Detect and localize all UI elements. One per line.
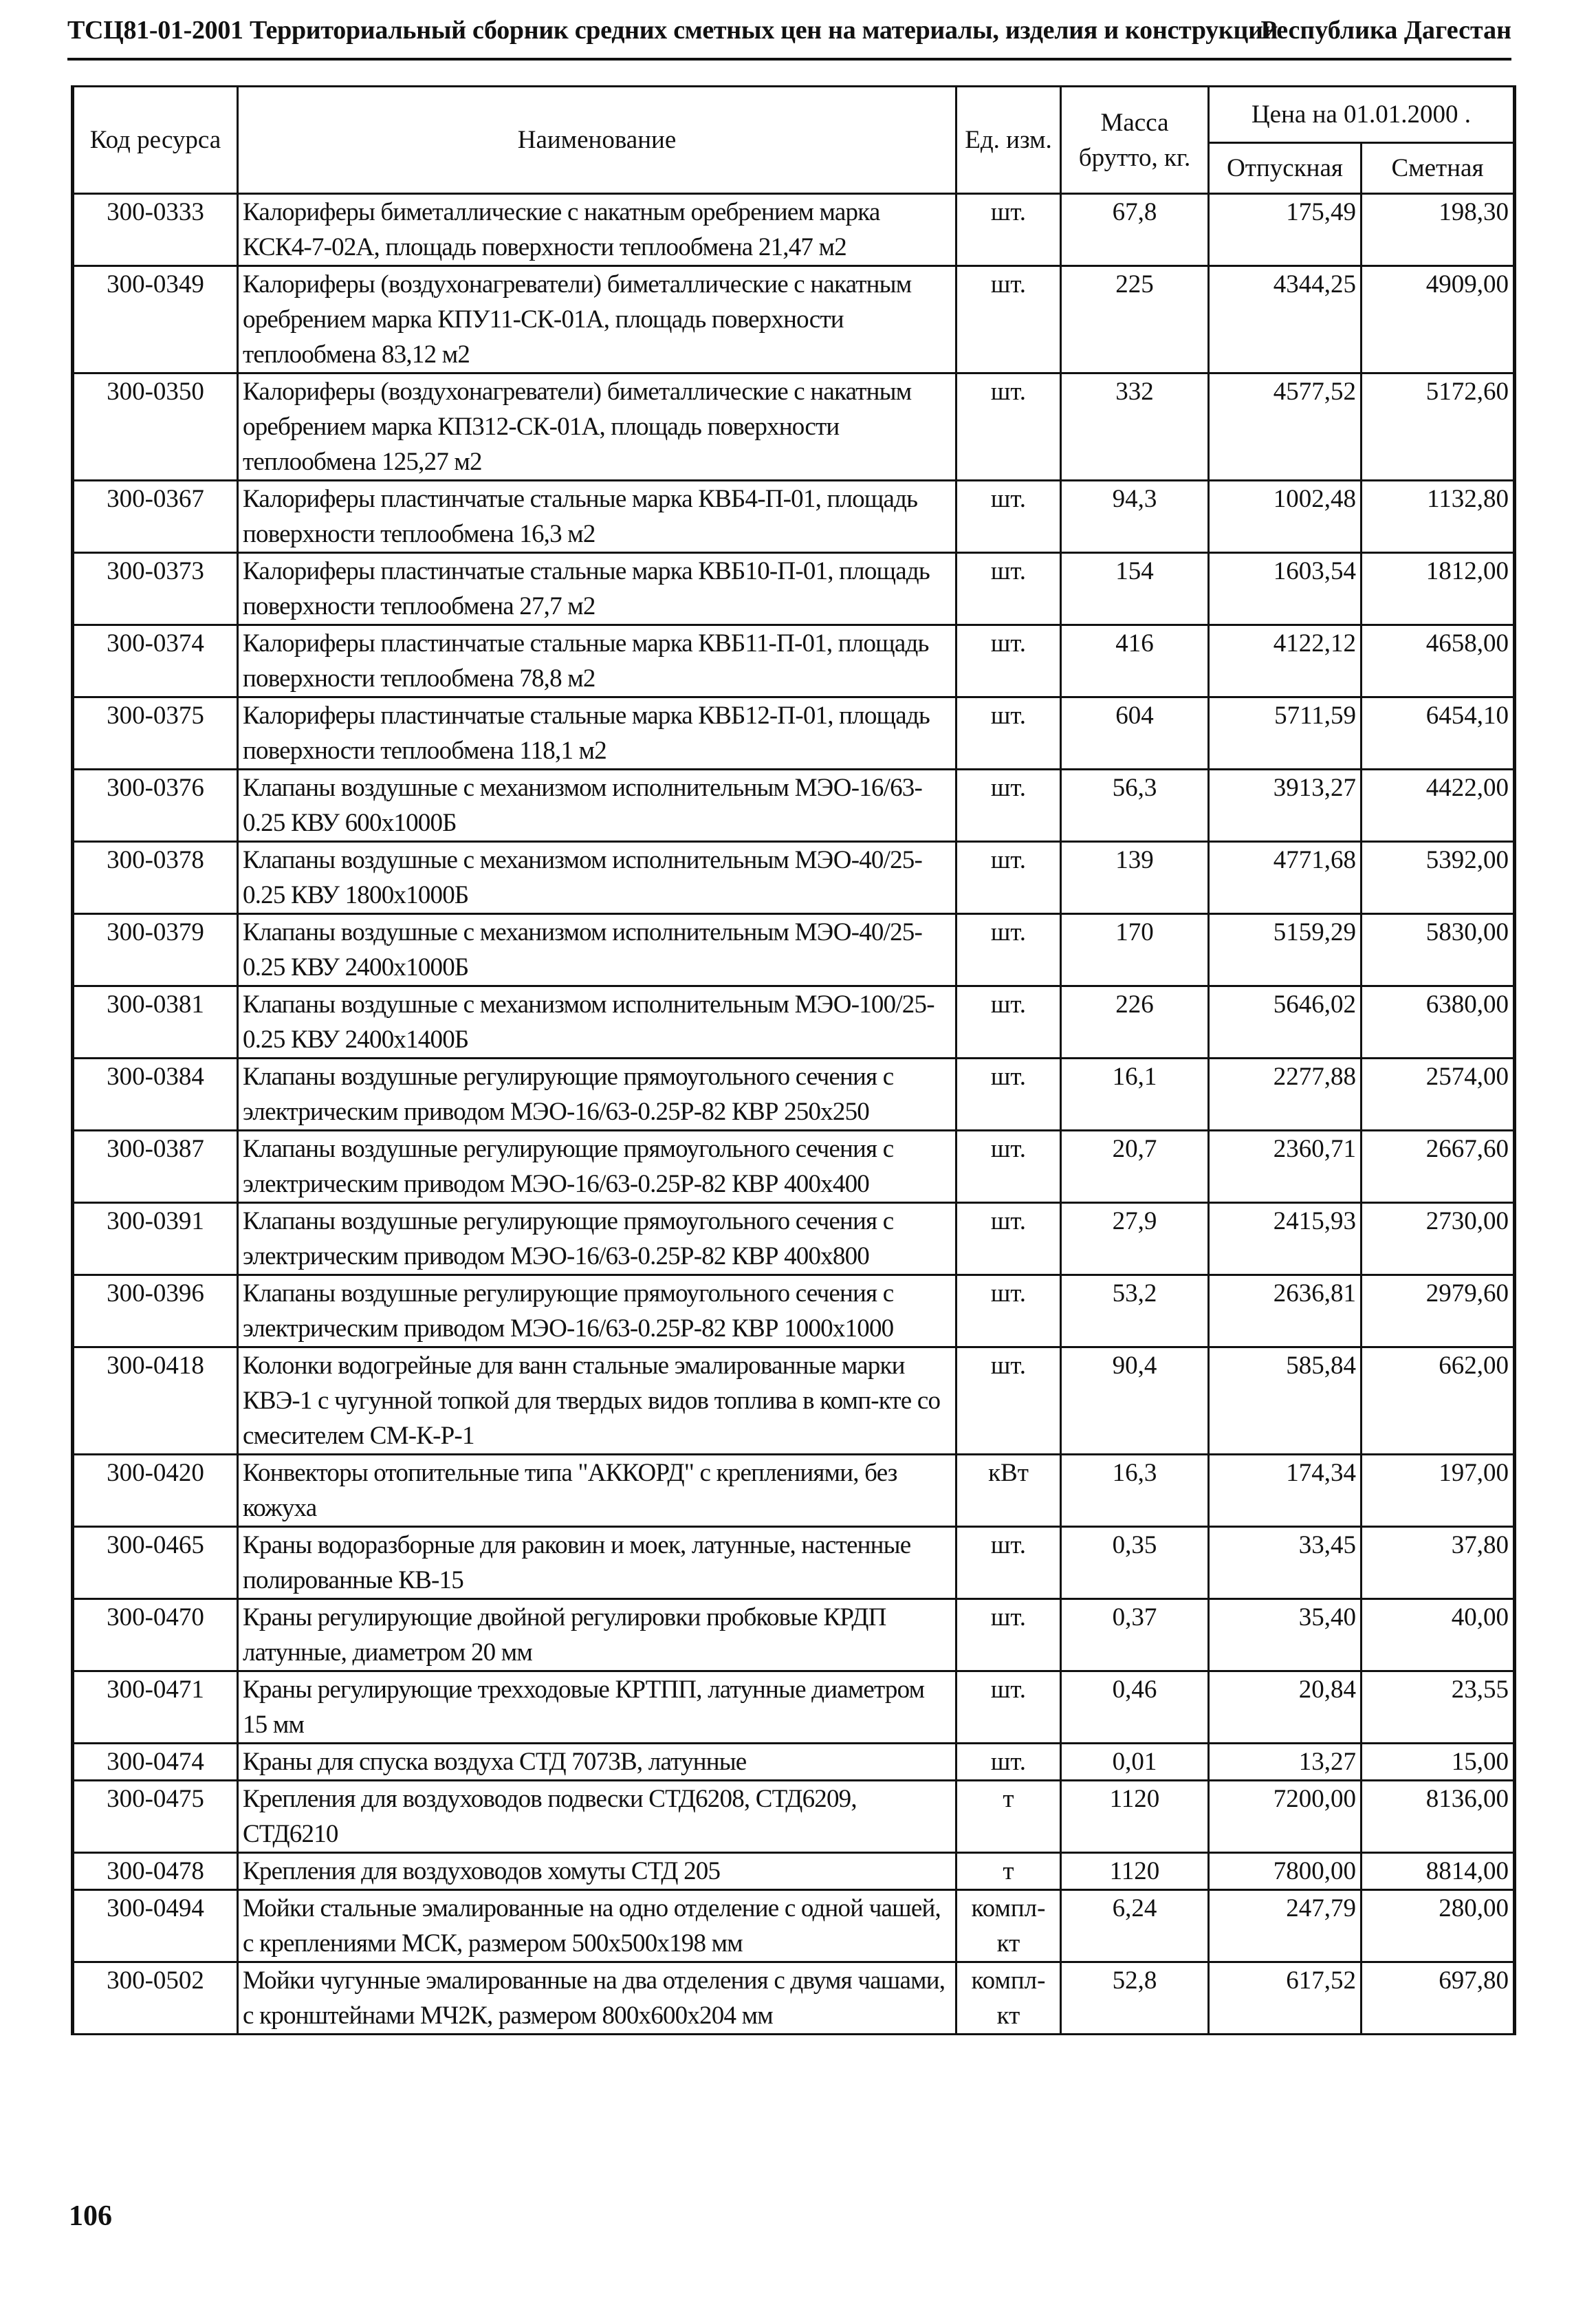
resource-code-cell: 300-0494 [73,1890,238,1962]
release-price-cell: 2360,71 [1209,1131,1362,1203]
resource-name-cell: Калориферы пластинчатые стальные марка КВБ4-П-01, площадь поверхности теплообмена 16,3 м2 [238,481,956,553]
estimate-price-cell: 2574,00 [1362,1059,1515,1131]
resource-code-cell: 300-0373 [73,553,238,625]
resource-code-cell: 300-0475 [73,1781,238,1853]
table-row [73,1131,1515,1203]
release-price-cell: 585,84 [1209,1347,1362,1455]
mass-cell: 0,35 [1061,1527,1209,1599]
mass-cell: 1120 [1061,1781,1209,1853]
resource-code-cell: 300-0470 [73,1599,238,1671]
resource-name-cell: Краны регулирующие двойной регулировки пробковые КРДП латунные, диаметром 20 мм [238,1599,956,1671]
mass-cell: 20,7 [1061,1131,1209,1203]
header-region: Республика Дагестан [1260,16,1511,45]
col-header-mass: Масса брутто, кг. [1061,87,1209,194]
mass-cell: 139 [1061,842,1209,914]
release-price-cell: 247,79 [1209,1890,1362,1962]
release-price-cell: 5159,29 [1209,914,1362,986]
table-row [73,1455,1515,1527]
resource-code-cell: 300-0418 [73,1347,238,1455]
table-row [73,1671,1515,1744]
release-price-cell: 2415,93 [1209,1203,1362,1275]
release-price-cell: 33,45 [1209,1527,1362,1599]
resource-name-cell: Клапаны воздушные с механизмом исполнительным МЭО-40/25-0.25 КВУ 2400х1000Б [238,914,956,986]
estimate-price-cell: 6454,10 [1362,697,1515,770]
mass-cell: 67,8 [1061,194,1209,266]
table-row [73,1781,1515,1853]
table-body [73,194,1515,2035]
estimate-price-cell: 280,00 [1362,1890,1515,1962]
estimate-price-cell: 4422,00 [1362,770,1515,842]
table-row [73,1962,1515,2035]
page-number: 106 [69,2200,112,2232]
release-price-cell: 1603,54 [1209,553,1362,625]
mass-cell: 332 [1061,373,1209,481]
release-price-cell: 5646,02 [1209,986,1362,1059]
estimate-price-cell: 2667,60 [1362,1131,1515,1203]
table-row [73,697,1515,770]
unit-cell: шт. [956,986,1061,1059]
resource-name-cell: Клапаны воздушные регулирующие прямоугольного сечения с электрическим приводом МЭО-16/63-0.25Р-82 КВР 1000х1000 [238,1275,956,1347]
unit-cell: шт. [956,1059,1061,1131]
mass-cell: 52,8 [1061,1962,1209,2035]
resource-name-cell: Клапаны воздушные с механизмом исполнительным МЭО-100/25-0.25 КВУ 2400х1400Б [238,986,956,1059]
resource-name-cell: Калориферы пластинчатые стальные марка КВБ12-П-01, площадь поверхности теплообмена 118,1 м2 [238,697,956,770]
resource-code-cell: 300-0384 [73,1059,238,1131]
release-price-cell: 4122,12 [1209,625,1362,697]
table-row [73,1203,1515,1275]
unit-cell: кВт [956,1455,1061,1527]
unit-cell: шт. [956,1744,1061,1781]
mass-cell: 27,9 [1061,1203,1209,1275]
col-header-code: Код ресурса [73,87,238,194]
release-price-cell: 2636,81 [1209,1275,1362,1347]
resource-code-cell: 300-0374 [73,625,238,697]
estimate-price-cell: 5392,00 [1362,842,1515,914]
unit-cell: шт. [956,697,1061,770]
resource-name-cell: Краны водоразборные для раковин и моек, латунные, настенные полированные КВ-15 [238,1527,956,1599]
estimate-price-cell: 5830,00 [1362,914,1515,986]
unit-cell: шт. [956,1203,1061,1275]
mass-cell: 226 [1061,986,1209,1059]
resource-code-cell: 300-0502 [73,1962,238,2035]
estimate-price-cell: 8814,00 [1362,1853,1515,1890]
resource-name-cell: Калориферы (воздухонагреватели) биметаллические с накатным оребрением марка КП312-СК-01А, площадь поверхности теплообмена 125,27 м2 [238,373,956,481]
col-header-name: Наименование [238,87,956,194]
release-price-cell: 1002,48 [1209,481,1362,553]
mass-cell: 0,01 [1061,1744,1209,1781]
estimate-price-cell: 2730,00 [1362,1203,1515,1275]
unit-cell: шт. [956,770,1061,842]
header-divider [67,58,1511,61]
estimate-price-cell: 6380,00 [1362,986,1515,1059]
resource-name-cell: Клапаны воздушные регулирующие прямоугольного сечения с электрическим приводом МЭО-16/63-0.25Р-82 КВР 250х250 [238,1059,956,1131]
resource-name-cell: Мойки чугунные эмалированные на два отделения с двумя чашами, с кронштейнами МЧ2К, размером 800х600х204 мм [238,1962,956,2035]
table-row [73,266,1515,373]
release-price-cell: 20,84 [1209,1671,1362,1744]
resource-name-cell: Крепления для воздуховодов хомуты СТД 205 [238,1853,956,1890]
col-header-price-release: Отпускная [1209,143,1362,194]
resource-code-cell: 300-0387 [73,1131,238,1203]
resource-code-cell: 300-0379 [73,914,238,986]
unit-cell: т [956,1781,1061,1853]
release-price-cell: 4771,68 [1209,842,1362,914]
estimate-price-cell: 198,30 [1362,194,1515,266]
resource-code-cell: 300-0396 [73,1275,238,1347]
table-row [73,986,1515,1059]
release-price-cell: 4577,52 [1209,373,1362,481]
resource-name-cell: Клапаны воздушные с механизмом исполнительным МЭО-16/63-0.25 КВУ 600х1000Б [238,770,956,842]
estimate-price-cell: 1812,00 [1362,553,1515,625]
mass-cell: 16,3 [1061,1455,1209,1527]
table-row [73,553,1515,625]
resource-code-cell: 300-0350 [73,373,238,481]
unit-cell: шт. [956,373,1061,481]
mass-cell: 16,1 [1061,1059,1209,1131]
mass-cell: 416 [1061,625,1209,697]
unit-cell: шт. [956,1599,1061,1671]
table-row [73,1527,1515,1599]
table-row [73,194,1515,266]
mass-cell: 6,24 [1061,1890,1209,1962]
estimate-price-cell: 2979,60 [1362,1275,1515,1347]
resource-name-cell: Клапаны воздушные регулирующие прямоугольного сечения с электрическим приводом МЭО-16/63-0.25Р-82 КВР 400х800 [238,1203,956,1275]
mass-cell: 56,3 [1061,770,1209,842]
resource-code-cell: 300-0333 [73,194,238,266]
estimate-price-cell: 662,00 [1362,1347,1515,1455]
unit-cell: шт. [956,1527,1061,1599]
resource-code-cell: 300-0381 [73,986,238,1059]
estimate-price-cell: 1132,80 [1362,481,1515,553]
resource-code-cell: 300-0391 [73,1203,238,1275]
unit-cell: компл-кт [956,1962,1061,2035]
release-price-cell: 175,49 [1209,194,1362,266]
table-row [73,1744,1515,1781]
resource-code-cell: 300-0349 [73,266,238,373]
resource-name-cell: Калориферы пластинчатые стальные марка КВБ10-П-01, площадь поверхности теплообмена 27,7 м2 [238,553,956,625]
unit-cell: шт. [956,481,1061,553]
resource-code-cell: 300-0420 [73,1455,238,1527]
table-row [73,1853,1515,1890]
release-price-cell: 5711,59 [1209,697,1362,770]
resource-code-cell: 300-0376 [73,770,238,842]
estimate-price-cell: 697,80 [1362,1962,1515,2035]
estimate-price-cell: 4909,00 [1362,266,1515,373]
release-price-cell: 174,34 [1209,1455,1362,1527]
mass-cell: 90,4 [1061,1347,1209,1455]
header-title: ТСЦ81-01-2001 Территориальный сборник средних сметных цен на материалы, изделия и конструкции [67,16,1278,45]
release-price-cell: 13,27 [1209,1744,1362,1781]
resource-code-cell: 300-0471 [73,1671,238,1744]
mass-cell: 170 [1061,914,1209,986]
resource-name-cell: Крепления для воздуховодов подвески СТД6208, СТД6209, СТД6210 [238,1781,956,1853]
table-row [73,914,1515,986]
resource-name-cell: Калориферы (воздухонагреватели) биметаллические с накатным оребрением марка КПУ11-СК-01А, площадь поверхности теплообмена 83,12 м2 [238,266,956,373]
unit-cell: шт. [956,1131,1061,1203]
resource-name-cell: Калориферы биметаллические с накатным оребрением марка КСК4-7-02А, площадь поверхности теплообмена 21,47 м2 [238,194,956,266]
table-row [73,1347,1515,1455]
unit-cell: компл-кт [956,1890,1061,1962]
mass-cell: 154 [1061,553,1209,625]
resource-code-cell: 300-0478 [73,1853,238,1890]
resource-name-cell: Мойки стальные эмалированные на одно отделение с одной чашей, с креплениями МСК, размером 500х500х198 мм [238,1890,956,1962]
estimate-price-cell: 4658,00 [1362,625,1515,697]
release-price-cell: 4344,25 [1209,266,1362,373]
resource-name-cell: Краны регулирующие трехходовые КРТПП, латунные диаметром 15 мм [238,1671,956,1744]
unit-cell: шт. [956,842,1061,914]
mass-cell: 1120 [1061,1853,1209,1890]
unit-cell: шт. [956,1275,1061,1347]
resource-code-cell: 300-0378 [73,842,238,914]
release-price-cell: 3913,27 [1209,770,1362,842]
table-header [73,87,1515,194]
resource-code-cell: 300-0474 [73,1744,238,1781]
resource-name-cell: Конвекторы отопительные типа "АККОРД" с креплениями, без кожуха [238,1455,956,1527]
table-row [73,1275,1515,1347]
unit-cell: шт. [956,553,1061,625]
estimate-price-cell: 23,55 [1362,1671,1515,1744]
resource-code-cell: 300-0465 [73,1527,238,1599]
price-table [71,85,1516,2035]
estimate-price-cell: 15,00 [1362,1744,1515,1781]
col-header-price: Цена на 01.01.2000 . [1209,87,1515,143]
release-price-cell: 617,52 [1209,1962,1362,2035]
release-price-cell: 7200,00 [1209,1781,1362,1853]
unit-cell: шт. [956,194,1061,266]
table-row [73,625,1515,697]
resource-name-cell: Калориферы пластинчатые стальные марка КВБ11-П-01, площадь поверхности теплообмена 78,8 м2 [238,625,956,697]
table-row [73,1890,1515,1962]
estimate-price-cell: 8136,00 [1362,1781,1515,1853]
release-price-cell: 2277,88 [1209,1059,1362,1131]
resource-name-cell: Клапаны воздушные регулирующие прямоугольного сечения с электрическим приводом МЭО-16/63-0.25Р-82 КВР 400х400 [238,1131,956,1203]
release-price-cell: 35,40 [1209,1599,1362,1671]
resource-code-cell: 300-0375 [73,697,238,770]
estimate-price-cell: 37,80 [1362,1527,1515,1599]
resource-name-cell: Колонки водогрейные для ванн стальные эмалированные марки КВЭ-1 с чугунной топкой для твердых видов топлива в комп-кте со смесителем СМ-К-Р-1 [238,1347,956,1455]
release-price-cell: 7800,00 [1209,1853,1362,1890]
table-row [73,373,1515,481]
table-row [73,1599,1515,1671]
mass-cell: 94,3 [1061,481,1209,553]
mass-cell: 0,46 [1061,1671,1209,1744]
unit-cell: шт. [956,914,1061,986]
mass-cell: 0,37 [1061,1599,1209,1671]
estimate-price-cell: 40,00 [1362,1599,1515,1671]
table-row [73,481,1515,553]
unit-cell: шт. [956,266,1061,373]
unit-cell: шт. [956,1671,1061,1744]
unit-cell: шт. [956,625,1061,697]
estimate-price-cell: 197,00 [1362,1455,1515,1527]
table-row [73,770,1515,842]
resource-name-cell: Краны для спуска воздуха СТД 7073В, латунные [238,1744,956,1781]
mass-cell: 225 [1061,266,1209,373]
col-header-unit: Ед. изм. [956,87,1061,194]
unit-cell: шт. [956,1347,1061,1455]
resource-code-cell: 300-0367 [73,481,238,553]
table-row [73,1059,1515,1131]
resource-name-cell: Клапаны воздушные с механизмом исполнительным МЭО-40/25-0.25 КВУ 1800х1000Б [238,842,956,914]
mass-cell: 53,2 [1061,1275,1209,1347]
mass-cell: 604 [1061,697,1209,770]
unit-cell: т [956,1853,1061,1890]
estimate-price-cell: 5172,60 [1362,373,1515,481]
col-header-price-estimate: Сметная [1362,143,1515,194]
table-row [73,842,1515,914]
